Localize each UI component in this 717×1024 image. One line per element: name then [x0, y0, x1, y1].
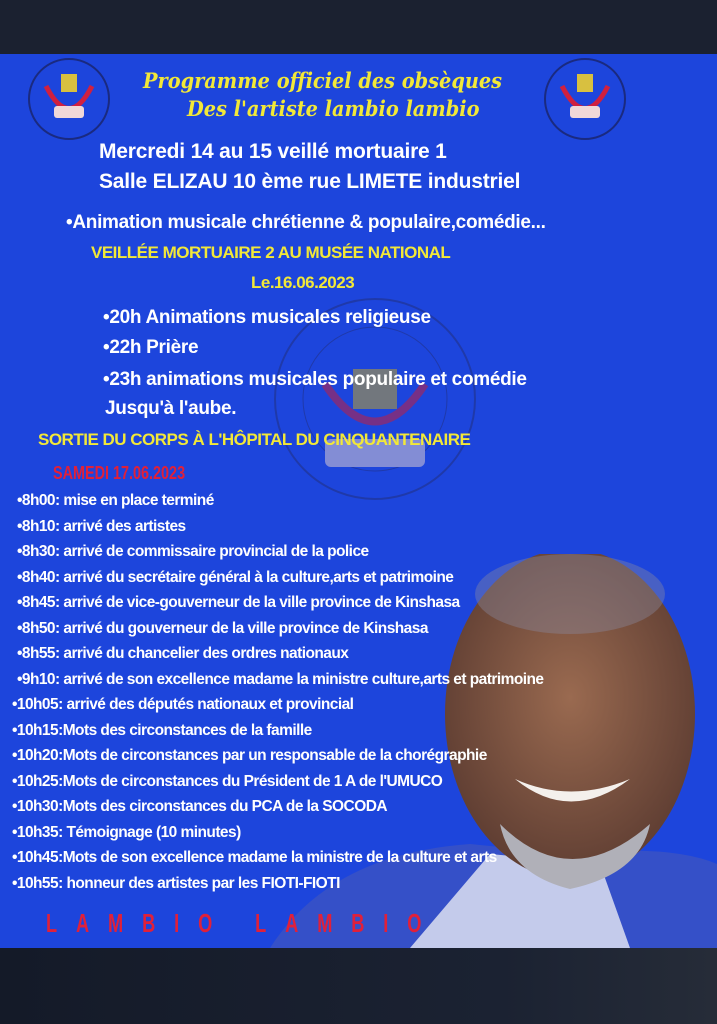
seal-left-icon — [26, 56, 112, 142]
footer-name: LAMBIO LAMBIO — [46, 908, 441, 938]
schedule-item: •10h05: arrivé des députés nationaux et provincial — [12, 696, 354, 713]
schedule-item: •8h30: arrivé de commissaire provincial de la police — [17, 543, 369, 560]
schedule-item: •8h00: mise en place terminé — [17, 492, 214, 509]
schedule-item: •10h35: Témoignage (10 minutes) — [12, 823, 241, 841]
schedule-item: •8h45: arrivé de vice-gouverneur de la ville province de Kinshasa — [17, 594, 460, 611]
departure-date: SAMEDI 17.06.2023 — [53, 463, 186, 483]
schedule-item: •8h50: arrivé du gouverneur de la ville province de Kinshasa — [17, 619, 428, 637]
top-bar — [0, 0, 717, 54]
schedule-item: •8h40: arrivé du secrétaire général à la culture,arts et patrimoine — [17, 568, 454, 586]
schedule-item: •10h20:Mots de circonstances par un responsable de la chorégraphie — [12, 747, 487, 764]
bottom-bar — [0, 948, 717, 1024]
vigil1-venue: Salle ELIZAU 10 ème rue LIMETE industriel — [99, 170, 521, 193]
schedule-item: •10h25:Mots de circonstances du Président de 1 A de l'UMUCO — [12, 772, 443, 790]
schedule-item: •10h45:Mots de son excellence madame la ministre de la culture et arts — [12, 849, 497, 866]
schedule-item: •10h55: honneur des artistes par les FIOTI-FIOTI — [12, 874, 340, 892]
schedule-item: •8h55: arrivé du chancelier des ordres nationaux — [17, 645, 349, 662]
vigil2-date: Le.16.06.2023 — [251, 273, 355, 292]
schedule-item: •8h10: arrivé des artistes — [17, 517, 186, 535]
departure-heading: SORTIE DU CORPS À L'HÔPITAL DU CINQUANTENAIRE — [38, 430, 471, 449]
title-line-2: Des l'artiste lambio lambio — [187, 96, 480, 121]
schedule-item: •10h15:Mots des circonstances de la famille — [12, 721, 312, 739]
vigil2-heading: VEILLÉE MORTUAIRE 2 AU MUSÉE NATIONAL — [91, 243, 451, 262]
seal-right-icon — [542, 56, 628, 142]
vigil2-item: •20h Animations musicales religieuse — [103, 307, 431, 328]
vigil2-item: •22h Prière — [103, 337, 199, 358]
title-line-1: Programme officiel des obsèques — [143, 68, 503, 93]
schedule-item: •10h30:Mots des circonstances du PCA de la SOCODA — [12, 798, 387, 815]
funeral-program-poster — [0, 54, 717, 948]
vigil1-activities: •Animation musicale chrétienne & populaire,comédie... — [66, 212, 546, 233]
vigil1-date: Mercredi 14 au 15 veillé mortuaire 1 — [99, 140, 447, 163]
schedule-item: •9h10: arrivé de son excellence madame la ministre culture,arts et patrimoine — [17, 670, 544, 688]
vigil2-item: •23h animations musicales populaire et comédie — [103, 369, 527, 390]
vigil2-item: Jusqu'à l'aube. — [105, 398, 237, 419]
